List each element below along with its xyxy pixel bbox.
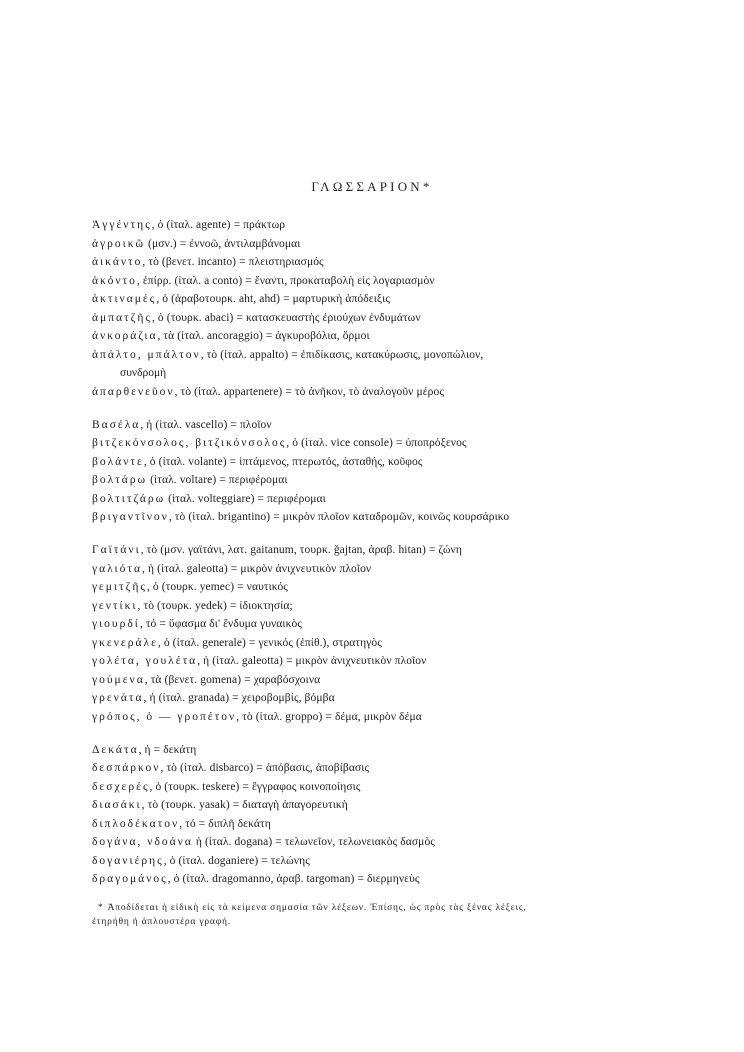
definition: , τὸ (ἰταλ. brigantino) = μικρὸν πλοῖον καταδρομῶν, κοινῶς κουρσάρικο [168,511,510,523]
glossary-entry [92,671,692,690]
glossary-entry [92,346,692,365]
definition: , τὸ (τουρκ. yedek) = ἰδιοκτησία; [137,599,293,612]
glossary-entry [92,416,692,435]
definition: , τὸ (μσν. γαϊτάνι, λατ. gaitanum, τουρκ. ǧajtan, ἀραβ. hitan) = ζώνη [140,544,462,556]
glossary-entry [92,652,692,671]
headword: γεμιτζῆς [92,581,147,593]
headword: βολτιτζάρω [92,492,166,505]
definition-continuation: συνδρομὴ [120,367,167,379]
headword: ἀμπατζῆς [92,311,152,324]
glossary-entry [92,235,692,254]
headword: γρόπος, ὁ — γροπέτον [92,710,237,723]
glossary-entry [92,708,692,727]
headword: διπλοδέκατον [92,817,180,830]
glossary-entry [92,615,692,634]
footnote-text: Ἀποδίδεται ἡ εἰδικὴ εἰς τὰ κείμενα σημασία τῶν λέξεων. Ἐπίσης, ὡς πρὸς τὰς ξένας λέξεις, [107,903,527,913]
headword: Ἀγγέντης [92,219,152,231]
definition: ἡ (ἰταλ. dogana) = τελωνεῖον, τελωνειακὸς δασμὸς [192,836,435,848]
glossary-entry [92,560,692,579]
definition: , ὁ (ἰταλ. dragomanno, ἀραβ. targoman) = διερμηνεὺς [167,873,420,885]
glossary-entry [92,383,692,402]
headword: γαλιότα [92,562,143,575]
definition: (μσν.) = ἐννοῶ, ἀντιλαμβάνομαι [145,237,301,250]
glossary-entry [92,453,692,472]
headword: γιουρδί [92,618,140,630]
definition: , ὁ (ἰταλ. vice console) = ὑποπρόξενος [286,437,467,449]
glossary-entry [92,852,692,871]
headword: δογάνα, νδοάνα [92,836,193,848]
definition: , ὁ (ἀραβοτουρκ. aht, ahd) = μαρτυρικὴ ἀπόδειξις [156,293,390,305]
glossary-entry [92,490,692,509]
glossary-entry [92,290,692,309]
headword: ἀκτιναμές [92,293,157,305]
definition: , τὰ (βενετ. gomena) = χαραβόσχοινα [144,673,321,686]
headword: γούμενα [92,673,145,686]
headword: βολάντε [92,455,144,468]
headword: δεσχερές [92,780,150,793]
headword: δογανιέρης [92,854,164,867]
glossary-entry [92,508,692,527]
definition: , τὸ (ἰταλ. appartenere) = τὸ ἀνῆκον, τὸ ἀναλογοῦν μέρος [174,385,444,398]
footnote-text: ἐτηρήθη ἡ ἁπλουστέρα γραφή. [92,917,231,927]
glossary-entry [92,272,692,291]
definition: , ὁ (τουρκ. abaci) = κατασκευαστὴς ἐριούχων ἐνδυμάτων [151,311,421,324]
definition: (ἰταλ. voltare) = περιφέρομαι [147,474,288,486]
definition: , ὁ (ἰταλ. generale) = γενικός (ἐπίθ.), στρατηγὸς [157,636,382,649]
headword: γολέτα, γουλέτα [92,655,198,667]
definition: , ἡ (ἰταλ. galeotta) = μικρὸν ἀνιχνευτικὸν πλοῖον [142,562,372,575]
headword: ἀνκοράζια [92,330,158,342]
definition: , τὸ (τουρκ. yasak) = διαταγὴ ἀπαγορευτικὴ [141,799,348,811]
definition: , ἡ (ἰταλ. vascello) = πλοῖον [140,418,272,431]
glossary-entry [92,471,692,490]
page-title: ΓΛΩΣΣΑΡΙΟΝ* [311,179,433,194]
glossary-entry [92,327,692,346]
footnote-line [92,915,692,929]
glossary-entry [92,833,692,852]
headword: ἀικάντο [92,256,143,268]
headword: γεντίκι [92,599,138,612]
headword: Δεκάτα [92,743,139,756]
definition: , ἡ (ἰταλ. granada) = χειροβομβίς, βόμβα [143,692,335,704]
definition: , ὁ (τουρκ. teskere) = ἔγγραφος κοινοποίησις [149,780,361,793]
headword: βιτζεκόνσολος, βιτζικόνσολος [92,437,287,449]
headword: δεσπάρκον [92,762,161,774]
glossary-section [92,541,692,726]
glossary-entry [92,434,692,453]
headword: Γαϊτάνι [92,544,141,556]
headword: ἀγροικῶ [92,237,146,250]
headword: ἀπαρθενεῦον [92,385,175,398]
definition: , ἡ (ἰταλ. galeotta) = μικρὸν ἀνιχνευτικὸν πλοῖον [197,655,427,667]
headword: γρενάτα [92,692,144,704]
headword: βριγαντῖνον [92,511,169,523]
definition: (ἰταλ. volteggiare) = περιφέρομαι [165,492,326,505]
glossary-list [92,216,692,889]
headword: ἀκόντο [92,274,137,287]
headword: δραγομάνος [92,873,168,885]
headword: διασάκι [92,799,142,811]
definition: , ὁ (ἰταλ. volante) = ἱπτάμενος, πτερωτός, ἀσταθής, κοῦφος [143,455,423,468]
headword: ἀπάλτο, μπάλτον [92,348,201,361]
footnote-marker: * [98,903,104,913]
definition: , ἡ = δεκάτη [138,743,197,756]
headword: βολτάρω [92,474,148,486]
glossary-entry [92,216,692,235]
definition: , ὁ (ἰταλ. agente) = πράκτωρ [151,219,286,231]
glossary-section [92,416,692,527]
glossary-entry [92,309,692,328]
glossary-entry [92,778,692,797]
headword: γκενεράλε [92,636,158,649]
glossary-entry [92,634,692,653]
definition: , τό = ὕφασμα δι' ἔνδυμα γυναικὸς [139,618,303,630]
definition: , τὸ (βενετ. incanto) = πλειστηριασμός [142,256,324,268]
glossary-entry [92,870,692,889]
footnote-line [92,901,692,915]
definition: , τὰ (ἰταλ. ancoraggio) = ἀγκυροβόλια, ὅρμοι [157,330,370,342]
glossary-entry [92,541,692,560]
definition: , τὸ (ἰταλ. disbarco) = ἀπόβασις, ἀποβίβασις [160,762,370,774]
glossary-entry [92,741,692,760]
headword: Βασέλα [92,418,141,431]
glossary-section [92,741,692,889]
definition: , τὸ (ἰταλ. groppo) = δέμα, μικρὸν δέμα [236,710,422,723]
footnote [92,901,692,929]
definition: , ὁ (τουρκ. yemec) = ναυτικός [146,581,288,593]
glossary-entry [92,253,692,272]
glossary-entry [92,759,692,778]
definition: , ἐπίρρ. (ἰταλ. a conto) = ἔναντι, προκαταβολὴ εἰς λογαριασμὸν [136,274,435,287]
glossary-entry [92,597,692,616]
glossary-entry [92,689,692,708]
definition: , τὸ (ἰταλ. appalto) = ἐπιδίκασις, κατακύρωσις, μονοπώλιον, [200,348,484,361]
definition: , ὁ (ἰταλ. doganiere) = τελώνης [163,854,310,867]
definition: , τό = διπλῆ δεκάτη [179,817,271,830]
glossary-entry [92,796,692,815]
glossary-entry [92,578,692,597]
glossary-entry [92,815,692,834]
glossary-section [92,216,692,401]
